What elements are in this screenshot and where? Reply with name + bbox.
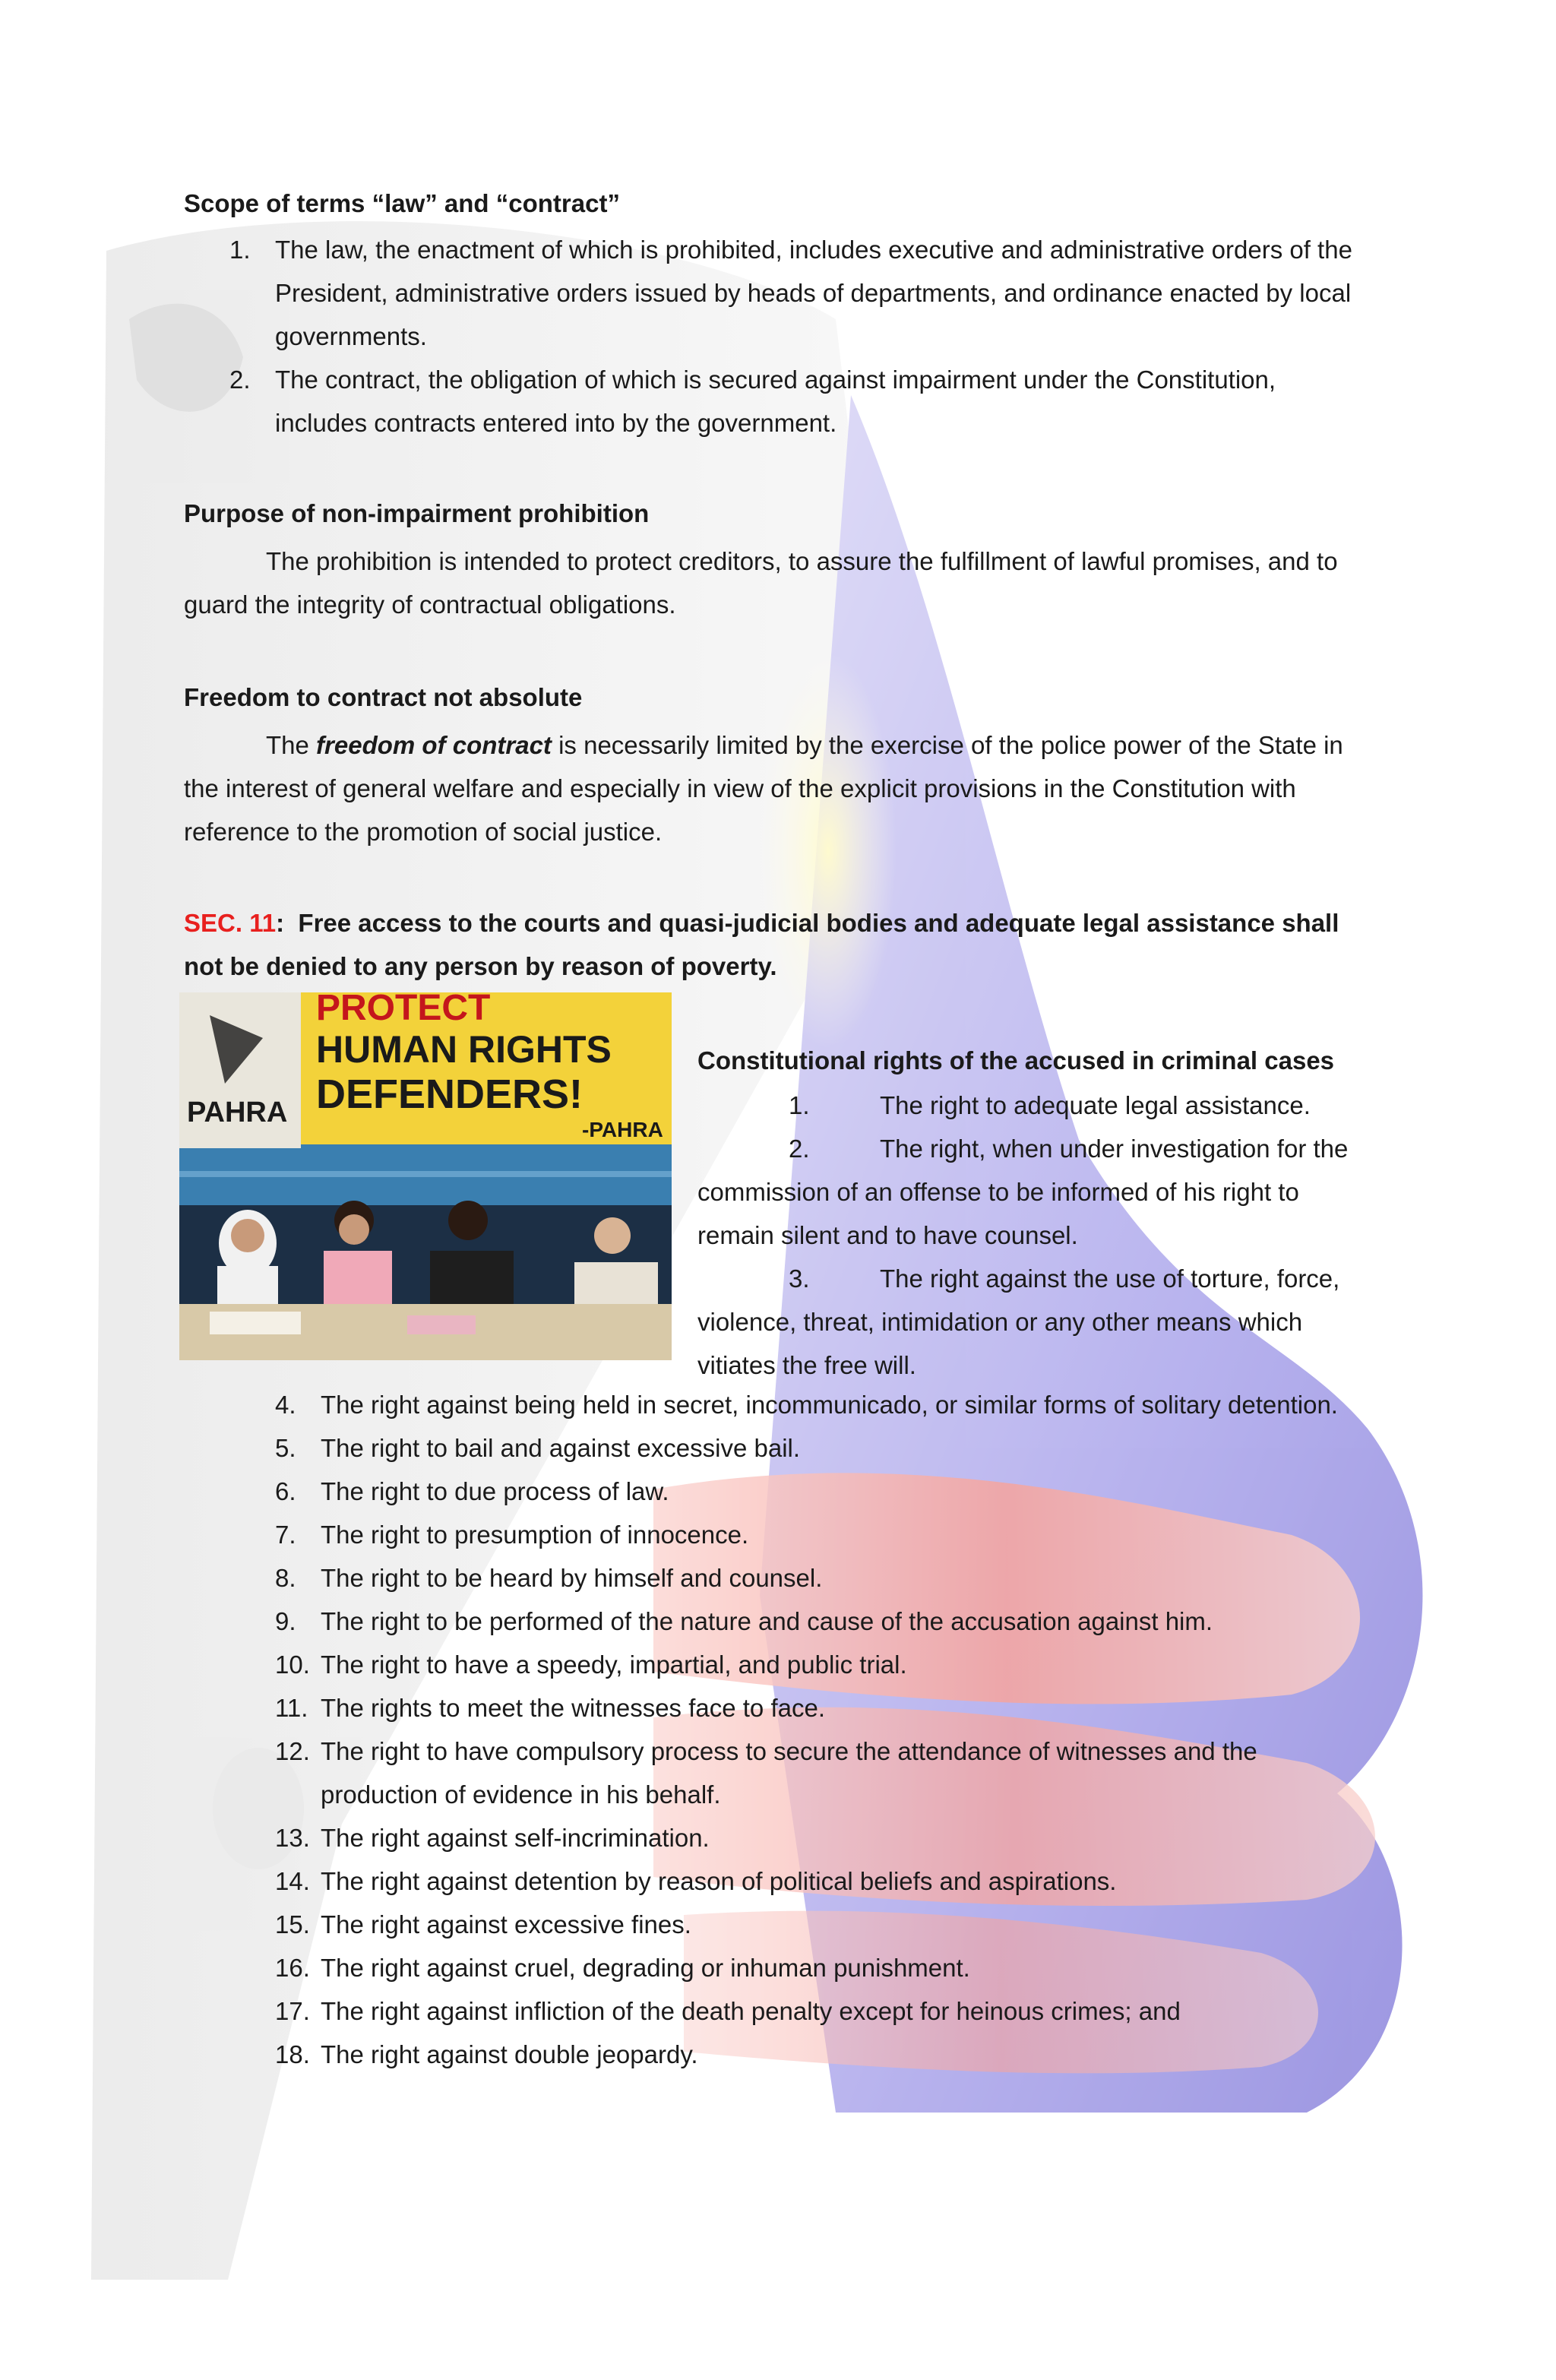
list-item	[697, 1127, 1374, 1257]
list-number: 5.	[275, 1434, 296, 1462]
freedom-lead: The	[266, 731, 317, 759]
photo-illustration	[179, 992, 672, 1360]
list-number: 2.	[789, 1135, 810, 1163]
rights-list	[275, 1383, 1369, 2076]
list-number: 14.	[275, 1867, 310, 1895]
list-item	[275, 1383, 1369, 1426]
list-text: The right against detention by reason of political beliefs and aspirations.	[321, 1867, 1117, 1895]
list-item	[275, 1600, 1369, 1643]
freedom-paragraph	[184, 723, 1369, 853]
list-item	[275, 2033, 1369, 2076]
section-text: Free access to the courts and quasi-judicial bodies and adequate legal assistance shall not be denied to any person by reason of poverty.	[184, 909, 1339, 980]
list-number: 4.	[275, 1391, 296, 1419]
banner-line-2: HUMAN RIGHTS	[316, 1028, 612, 1071]
list-text: The right against infliction of the death penalty except for heinous crimes; and	[321, 1997, 1181, 2025]
scope-list	[184, 228, 1369, 445]
list-text: The rights to meet the witnesses face to face.	[321, 1694, 825, 1722]
list-text: The right against being held in secret, incommunicado, or similar forms of solitary detention.	[321, 1391, 1338, 1419]
list-number: 8.	[275, 1564, 296, 1592]
list-text: The right to bail and against excessive bail.	[321, 1434, 801, 1462]
list-number: 3.	[789, 1264, 810, 1293]
list-number: 9.	[275, 1607, 296, 1635]
protest-photo	[179, 992, 672, 1360]
section-label: SEC. 11	[184, 909, 277, 937]
list-text: The right against cruel, degrading or inhuman punishment.	[321, 1954, 970, 1982]
scope-heading: Scope of terms “law” and “contract”	[184, 189, 620, 217]
freedom-heading: Freedom to contract not absolute	[184, 683, 583, 711]
list-item	[275, 1816, 1369, 1859]
purpose-paragraph	[184, 540, 1369, 626]
list-number: 11.	[275, 1694, 308, 1722]
list-item	[184, 358, 1369, 445]
list-text: The right to presumption of innocence.	[321, 1521, 749, 1549]
list-text: The right to have compulsory process to secure the attendance of witnesses and the production of evidence in his behalf.	[321, 1737, 1257, 1809]
section-colon: :	[276, 909, 285, 937]
list-item	[275, 1903, 1369, 1946]
list-number: 1.	[789, 1091, 810, 1119]
list-text: The contract, the obligation of which is secured against impairment under the Constitution, includes contracts entered into by the government.	[275, 366, 1276, 437]
list-number: 6.	[275, 1477, 296, 1505]
list-item	[184, 228, 1369, 358]
banner-sign: -PAHRA	[582, 1118, 663, 1141]
list-text: The right to have a speedy, impartial, and public trial.	[321, 1650, 907, 1679]
banner-line-3: DEFENDERS!	[316, 1071, 584, 1117]
list-item	[275, 1643, 1369, 1686]
list-item	[275, 1730, 1369, 1816]
purpose-heading: Purpose of non-impairment prohibition	[184, 499, 650, 527]
list-text: The right to due process of law.	[321, 1477, 669, 1505]
list-number: 10.	[275, 1650, 310, 1679]
list-item	[275, 1470, 1369, 1513]
list-item	[697, 1084, 1374, 1127]
list-text: The law, the enactment of which is prohibited, includes executive and administrative orders of the President, administrative orders issued by heads of departments, and ordinance enacted by local governments.	[275, 236, 1352, 350]
list-item	[275, 1989, 1369, 2033]
banner-line-1: PROTECT	[316, 992, 491, 1028]
list-number: 12.	[275, 1737, 310, 1765]
side-sign-text: PAHRA	[187, 1097, 288, 1128]
list-item	[275, 1426, 1369, 1470]
list-number: 18.	[275, 2040, 310, 2068]
list-item	[275, 1686, 1369, 1730]
list-number: 15.	[275, 1910, 310, 1938]
list-text: The right to be heard by himself and counsel.	[321, 1564, 823, 1592]
list-item	[275, 1859, 1369, 1903]
list-number: 17.	[275, 1997, 310, 2025]
list-text: The right against double jeopardy.	[321, 2040, 698, 2068]
rights-heading: Constitutional rights of the accused in criminal cases	[697, 1046, 1335, 1074]
list-number: 13.	[275, 1824, 310, 1852]
list-text: The right against the use of torture, force, violence, threat, intimidation or any other means which vitiates the free will.	[697, 1264, 1340, 1379]
list-item	[275, 1556, 1369, 1600]
purpose-text: The prohibition is intended to protect creditors, to assure the fulfillment of lawful promises, and to guard the integrity of contractual obligations.	[184, 547, 1338, 619]
list-item	[275, 1513, 1369, 1556]
freedom-rest: is necessarily limited by the exercise of the police power of the State in the interest of general welfare and especially in view of the explicit provisions in the Constitution with reference to the promotion of social justice.	[184, 731, 1343, 846]
list-number: 7.	[275, 1521, 296, 1549]
list-text: The right to adequate legal assistance.	[880, 1091, 1311, 1119]
list-text: The right against excessive fines.	[321, 1910, 691, 1938]
list-text: The right against self-incrimination.	[321, 1824, 710, 1852]
list-number: 1.	[229, 236, 251, 264]
list-number: 2.	[229, 366, 251, 394]
list-item	[697, 1257, 1374, 1387]
section-11	[184, 901, 1369, 988]
list-item	[275, 1946, 1369, 1989]
list-number: 16.	[275, 1954, 310, 1982]
list-text: The right, when under investigation for the commission of an offense to be informed of his right to remain silent and to have counsel.	[697, 1135, 1349, 1249]
list-text: The right to be performed of the nature and cause of the accusation against him.	[321, 1607, 1213, 1635]
freedom-emphasis: freedom of contract	[316, 731, 552, 759]
